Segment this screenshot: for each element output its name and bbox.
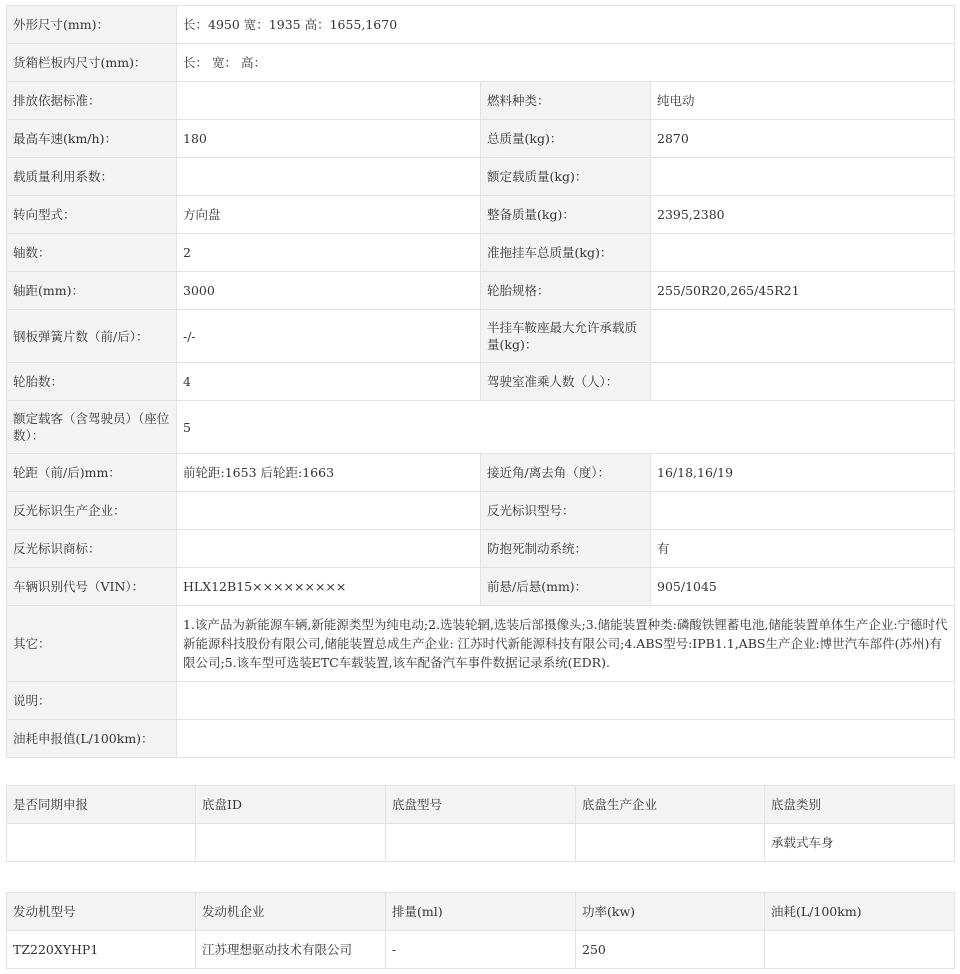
passengers-label: 额定载客（含驾驶员）（座位数）： bbox=[7, 401, 177, 454]
spec-row-other bbox=[7, 606, 955, 682]
engine-model-value: TZ220XYHP1 bbox=[7, 931, 196, 969]
notes-value bbox=[177, 682, 955, 720]
total-mass-label: 总质量(kg)： bbox=[481, 120, 651, 158]
engine-displacement-value: - bbox=[386, 931, 576, 969]
spec-row-cargo-box bbox=[7, 44, 955, 82]
chassis-table bbox=[6, 785, 955, 862]
trailer-mass-value bbox=[651, 234, 955, 272]
saddle-load-label: 半挂车鞍座最大允许承载质量(kg)： bbox=[481, 310, 651, 363]
reflector-model-label: 反光标识型号： bbox=[481, 492, 651, 530]
engine-header-displacement: 排量(ml) bbox=[386, 893, 576, 931]
engine-header-power: 功率(kw) bbox=[576, 893, 765, 931]
wheelbase-value: 3000 bbox=[177, 272, 481, 310]
overhang-label: 前悬/后悬(mm)： bbox=[481, 568, 651, 606]
max-speed-label: 最高车速(km/h)： bbox=[7, 120, 177, 158]
chassis-data-row bbox=[7, 824, 955, 862]
engine-maker-value: 江苏理想驱动技术有限公司 bbox=[196, 931, 386, 969]
total-mass-value: 2870 bbox=[651, 120, 955, 158]
spec-row bbox=[7, 120, 955, 158]
spec-row bbox=[7, 196, 955, 234]
leaf-springs-label: 钢板弹簧片数（前/后）： bbox=[7, 310, 177, 363]
spec-row bbox=[7, 568, 955, 606]
reflector-brand-label: 反光标识商标： bbox=[7, 530, 177, 568]
engine-power-value: 250 bbox=[576, 931, 765, 969]
engine-header-fuel-consumption: 油耗(L/100km) bbox=[765, 893, 955, 931]
fuel-consumption-value bbox=[177, 720, 955, 758]
reflector-maker-value bbox=[177, 492, 481, 530]
spec-row-notes bbox=[7, 682, 955, 720]
engine-table bbox=[6, 892, 955, 969]
spec-row bbox=[7, 492, 955, 530]
vin-value: HLX12B15××××××××× bbox=[177, 568, 481, 606]
approach-angle-value: 16/18,16/19 bbox=[651, 454, 955, 492]
steering-value: 方向盘 bbox=[177, 196, 481, 234]
spec-row bbox=[7, 82, 955, 120]
passengers-value: 5 bbox=[177, 401, 955, 454]
engine-header-row bbox=[7, 893, 955, 931]
fuel-consumption-label: 油耗申报值(L/100km)： bbox=[7, 720, 177, 758]
rated-load-label: 额定载质量(kg)： bbox=[481, 158, 651, 196]
engine-data-row bbox=[7, 931, 955, 969]
spec-row bbox=[7, 234, 955, 272]
fuel-type-label: 燃料种类： bbox=[481, 82, 651, 120]
dimensions-label: 外形尺寸(mm)： bbox=[7, 6, 177, 44]
engine-fuel-consumption-value bbox=[765, 931, 955, 969]
other-value: 1.该产品为新能源车辆,新能源类型为纯电动;2.选装轮辋,选装后部摄像头;3.储能装置种类:磷酸铁锂蓄电池,储能装置单体生产企业:宁德时代新能源科技股份有限公司,储能装置总成生产企业: 江苏时代新能源科技有限公司;4.ABS型号:IPB1.1,ABS生产企业:博世汽车部件(苏州)有限公司;5.该车型可选装ETC车载装置,该车配备汽车事件数据记录系统(EDR). bbox=[177, 606, 955, 682]
overhang-value: 905/1045 bbox=[651, 568, 955, 606]
curb-mass-label: 整备质量(kg)： bbox=[481, 196, 651, 234]
emission-standard-label: 排放依据标准： bbox=[7, 82, 177, 120]
load-factor-value bbox=[177, 158, 481, 196]
reflector-maker-label: 反光标识生产企业： bbox=[7, 492, 177, 530]
tire-spec-label: 轮胎规格： bbox=[481, 272, 651, 310]
chassis-header-id: 底盘ID bbox=[196, 786, 386, 824]
cab-seats-value bbox=[651, 363, 955, 401]
spec-row bbox=[7, 310, 955, 363]
spec-row bbox=[7, 530, 955, 568]
spec-row-fuel-consumption bbox=[7, 720, 955, 758]
chassis-category-value: 承载式车身 bbox=[765, 824, 955, 862]
notes-label: 说明： bbox=[7, 682, 177, 720]
cab-seats-label: 驾驶室准乘人数（人）： bbox=[481, 363, 651, 401]
vehicle-spec-table bbox=[6, 5, 955, 758]
tire-spec-value: 255/50R20,265/45R21 bbox=[651, 272, 955, 310]
track-value: 前轮距:1653 后轮距:1663 bbox=[177, 454, 481, 492]
abs-label: 防抱死制动系统： bbox=[481, 530, 651, 568]
reflector-brand-value bbox=[177, 530, 481, 568]
leaf-springs-value: -/- bbox=[177, 310, 481, 363]
tire-count-value: 4 bbox=[177, 363, 481, 401]
axles-label: 轴数： bbox=[7, 234, 177, 272]
spec-row-passengers bbox=[7, 401, 955, 454]
chassis-header-same-period: 是否同期申报 bbox=[7, 786, 196, 824]
tire-count-label: 轮胎数： bbox=[7, 363, 177, 401]
other-label: 其它： bbox=[7, 606, 177, 682]
approach-angle-label: 接近角/离去角（度）： bbox=[481, 454, 651, 492]
spec-row-dimensions bbox=[7, 6, 955, 44]
reflector-model-value bbox=[651, 492, 955, 530]
fuel-type-value: 纯电动 bbox=[651, 82, 955, 120]
cargo-box-label: 货箱栏板内尺寸(mm)： bbox=[7, 44, 177, 82]
track-label: 轮距（前/后)mm： bbox=[7, 454, 177, 492]
curb-mass-value: 2395,2380 bbox=[651, 196, 955, 234]
saddle-load-value bbox=[651, 310, 955, 363]
rated-load-value bbox=[651, 158, 955, 196]
chassis-header-row bbox=[7, 786, 955, 824]
axles-value: 2 bbox=[177, 234, 481, 272]
chassis-header-category: 底盘类别 bbox=[765, 786, 955, 824]
trailer-mass-label: 准拖挂车总质量(kg)： bbox=[481, 234, 651, 272]
chassis-id-value bbox=[196, 824, 386, 862]
chassis-maker-value bbox=[576, 824, 765, 862]
abs-value: 有 bbox=[651, 530, 955, 568]
spec-row bbox=[7, 272, 955, 310]
engine-header-model: 发动机型号 bbox=[7, 893, 196, 931]
dimensions-value: 长：4950 宽：1935 高：1655,1670 bbox=[177, 6, 955, 44]
chassis-header-maker: 底盘生产企业 bbox=[576, 786, 765, 824]
engine-header-maker: 发动机企业 bbox=[196, 893, 386, 931]
steering-label: 转向型式： bbox=[7, 196, 177, 234]
spec-row bbox=[7, 363, 955, 401]
chassis-same-period-value bbox=[7, 824, 196, 862]
load-factor-label: 载质量利用系数： bbox=[7, 158, 177, 196]
spec-row bbox=[7, 454, 955, 492]
max-speed-value: 180 bbox=[177, 120, 481, 158]
wheelbase-label: 轴距(mm)： bbox=[7, 272, 177, 310]
spec-row bbox=[7, 158, 955, 196]
chassis-model-value bbox=[386, 824, 576, 862]
cargo-box-value: 长： 宽： 高： bbox=[177, 44, 955, 82]
vin-label: 车辆识别代号（VIN）： bbox=[7, 568, 177, 606]
chassis-header-model: 底盘型号 bbox=[386, 786, 576, 824]
emission-standard-value bbox=[177, 82, 481, 120]
